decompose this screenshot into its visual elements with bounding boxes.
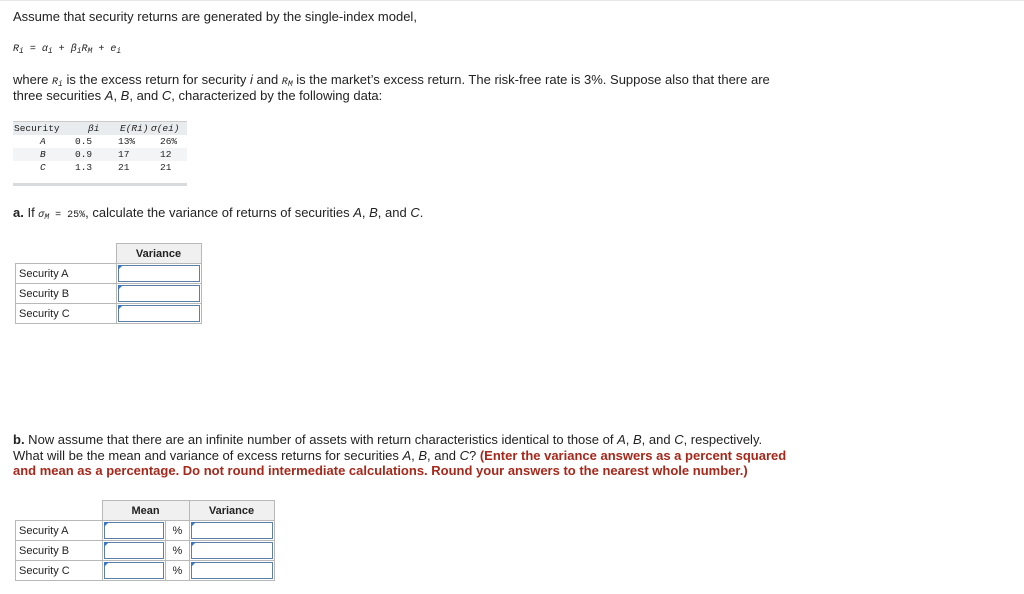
- mean-variance-table-b: [15, 500, 275, 581]
- variance-b-b-input[interactable]: [189, 541, 274, 561]
- table-bottom-rule: [13, 183, 187, 186]
- row-label-security-b: Security B: [16, 541, 103, 561]
- model-equation: $R_i = \alpha_i + \beta_iR_M + e_i$: [13, 44, 122, 56]
- variance-c-input[interactable]: [116, 304, 201, 324]
- variance-b-input[interactable]: [116, 284, 201, 304]
- mean-column-header: Mean: [102, 501, 189, 521]
- where-line-2: three securities A, B, and C, characterized by the following data:: [13, 88, 383, 103]
- variance-column-header-b: Variance: [189, 501, 274, 521]
- row-label-security-a: Security A: [16, 521, 103, 541]
- percent-unit: %: [166, 521, 189, 541]
- row-label-security-b: Security B: [16, 284, 117, 304]
- part-a-question: a. If $\sigma_M = 25\%$, calculate the variance of returns of securities A, B, and C.: [13, 205, 424, 222]
- row-label-security-a: Security A: [16, 264, 117, 284]
- data-table-header: [13, 121, 187, 135]
- intro-text: Assume that security returns are generated by the single-index model,: [13, 9, 417, 24]
- header-security: Security: [14, 123, 60, 134]
- header-expected-return: E(Ri): [120, 123, 149, 134]
- variance-b-c-input[interactable]: [189, 561, 274, 581]
- part-b-line-2: What will be the mean and variance of excess returns for securities A, B, and C? (Enter the variance answers as a percent squared: [13, 448, 787, 463]
- part-b-instructions: and mean as a percentage. Do not round intermediate calculations. Round your answers to the nearest whole number.): [13, 463, 748, 478]
- variance-b-a-input[interactable]: [189, 521, 274, 541]
- mean-b-input[interactable]: [102, 541, 166, 561]
- variance-a-input[interactable]: [116, 264, 201, 284]
- percent-unit: %: [166, 541, 189, 561]
- variance-column-header: Variance: [116, 244, 201, 264]
- part-b-line-1: b. Now assume that there are an infinite number of assets with return characteristics identical to those of A, B, and C, respectively.: [13, 432, 763, 447]
- table-row: C 1.3 21 21: [40, 162, 172, 173]
- mean-c-input[interactable]: [102, 561, 166, 581]
- percent-unit: %: [166, 561, 189, 581]
- row-label-security-c: Security C: [16, 561, 103, 581]
- top-divider: [0, 0, 1024, 1]
- header-residual-sd: σ(ei): [151, 123, 180, 134]
- row-label-security-c: Security C: [16, 304, 117, 324]
- security-data-table: [13, 121, 187, 186]
- mean-a-input[interactable]: [102, 521, 166, 541]
- where-line-1: where $R_i$ is the excess return for security i and $R_M$ is the market’s excess return. The risk-free rate is 3%. Suppose also that there are: [13, 72, 770, 89]
- table-row: A 0.5 13% 26%: [40, 136, 178, 147]
- table-row: B 0.9 17 12: [13, 148, 187, 161]
- header-beta: βi: [88, 123, 100, 134]
- variance-table-a: [15, 243, 202, 324]
